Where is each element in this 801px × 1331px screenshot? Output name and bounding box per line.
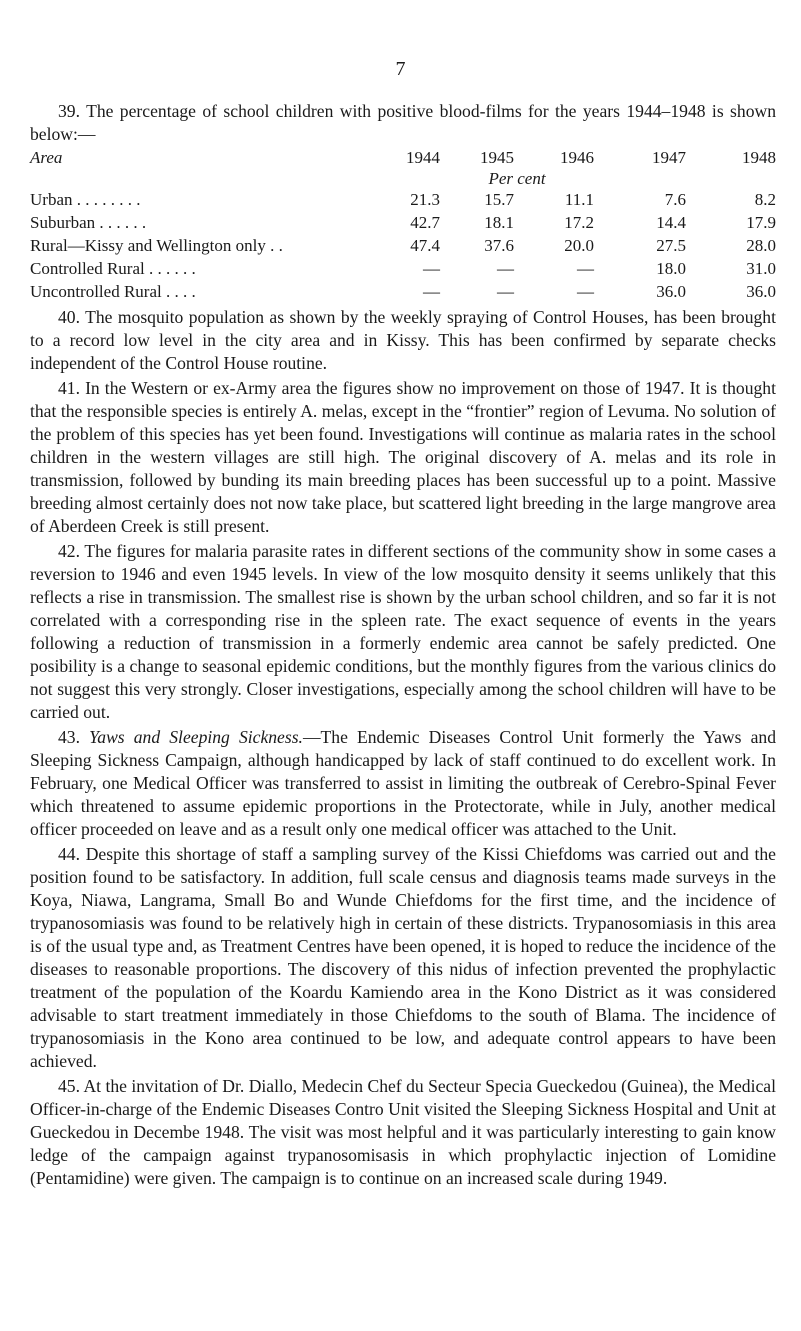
paragraph-40: 40. The mosquito population as shown by the weekly spraying of Control Houses, has been brought to a record low level in the city area and in Kissy. This has been confirmed by separate checks independent of the Control House routine. — [30, 307, 776, 373]
table-row — [30, 257, 776, 280]
table-unit-row — [30, 169, 776, 188]
blood-film-table — [30, 146, 776, 303]
unit-label: Per cent — [488, 169, 546, 188]
table-cell: 47.4 — [410, 236, 440, 255]
paragraph-43-number: 43. — [58, 727, 80, 747]
table-row — [30, 211, 776, 234]
table-cell: 36.0 — [746, 282, 776, 301]
page-number: 7 — [395, 58, 406, 80]
paragraph-39: 39. The percentage of school children with positive blood-films for the years 1944–1948 is shown below:— — [30, 101, 776, 144]
paragraph-42: 42. The figures for malaria parasite rates in different sections of the community show in some cases a reversion to 1946 and even 1945 levels. In view of the low mosquito density it seems unlikely that this reflects a rise in transmission. The smallest rise is shown by the urban school children, and so far it is not correlated with a corresponding rise in the spleen rate. The exact sequence of events in the years following a reduction of transmission in a formerly endemic area cannot be safely predicted. One posibility is a change to seasonal epidemic conditions, but the monthly figures from the various clinics do not suggest this very strongly. Closer investigations, especially among the school children will have to be carried out. — [30, 541, 776, 722]
page-body — [30, 100, 776, 1192]
row-area: Rural—Kissy and Wellington only . . — [30, 236, 283, 255]
row-area: Uncontrolled Rural . . . . — [30, 282, 196, 301]
table-cell: 11.1 — [564, 190, 594, 209]
table-cell: — — [497, 259, 514, 278]
table-cell: 31.0 — [746, 259, 776, 278]
table-cell: 18.0 — [656, 259, 686, 278]
table-cell: — — [423, 259, 440, 278]
table-cell: 36.0 — [656, 282, 686, 301]
table-cell: 8.2 — [754, 190, 776, 209]
paragraph-41: 41. In the Western or ex-Army area the figures show no improvement on those of 1947. It is thought that the responsible species is entirely A. melas, except in the “frontier” region of Levuma. No solution of the problem of this species has yet been found. Investigations will continue as malaria rates in the school children in the western villages are still high. The original discovery of A. melas and its role in transmission, followed by bunding its main breeding places has been successful up to a point. Massive breeding almost certainly does not now take place, but scattered light breeding in the large mangrove area of Aberdeen Creek is still present. — [30, 378, 776, 536]
paragraph-43-title: Yaws and Sleeping Sickness. — [89, 727, 303, 747]
column-header-area: Area — [30, 148, 63, 167]
table-cell: — — [577, 259, 594, 278]
table-cell: 42.7 — [410, 213, 440, 232]
row-area: Suburban . . . . . . — [30, 213, 147, 232]
table-cell: 15.7 — [484, 190, 514, 209]
column-header-year: 1946 — [560, 148, 594, 167]
table-cell: 27.5 — [656, 236, 686, 255]
column-header-year: 1948 — [742, 148, 776, 167]
table-cell: — — [497, 282, 514, 301]
table-cell: 20.0 — [564, 236, 594, 255]
table-cell: — — [577, 282, 594, 301]
row-area: Urban . . . . . . . . — [30, 190, 141, 209]
table-cell: 37.6 — [484, 236, 514, 255]
column-header-year: 1947 — [652, 148, 686, 167]
table-cell: 7.6 — [664, 190, 686, 209]
paragraph-45: 45. At the invitation of Dr. Diallo, Medecin Chef du Secteur Specia Gueckedou (Guinea), the Medical Officer-in-charge of the Endemic Diseases Contro Unit visited the Sleeping Sickness Hospital and Unit at Gueckedou in Decembe 1948. The visit was most helpful and it was particularly interesting to gain know ledge of the campaign against trypanosomisasis in which prophylactic injection of Lomidine (Pentamidine) were given. The campaign is to continue on an increased scale during 1949. — [30, 1076, 776, 1188]
table-header-row — [30, 146, 776, 169]
column-header-year: 1945 — [480, 148, 514, 167]
paragraph-44: 44. Despite this shortage of staff a sampling survey of the Kissi Chiefdoms was carried out and the position found to be satisfactory. In addition, full scale census and diagnosis teams made surveys in the Koya, Niawa, Langrama, Small Bo and Wunde Chiefdoms for the first time, and the incidence of trypanosomiasis was found to be relatively high in certain of these districts. Trypanosomiasis in this area is of the usual type and, as Treatment Centres have been opened, it is hoped to reduce the incidence of the diseases to reasonable proportions. The discovery of this nidus of infection prevented the prophylactic treatment of the population of the Koardu Kamiendo area in the Kono District as it was considered advisable to start treatment immediately in those Chiefdoms to the south of Blama. The incidence of trypanosomiasis in the Kono area continued to be low, and adequate control appears to have been achieved. — [30, 844, 776, 1071]
table-cell: 14.4 — [656, 213, 686, 232]
table-row — [30, 188, 776, 211]
table-row — [30, 280, 776, 303]
table-row — [30, 234, 776, 257]
table-cell: 28.0 — [746, 236, 776, 255]
column-header-year: 1944 — [406, 148, 440, 167]
paragraph-43-body: —The Endemic Diseases Control Unit formerly the Yaws and Sleeping Sickness Campaign, although handicapped by lack of staff continued to do excellent work. In February, one Medical Officer was transferred to assist in limiting the outbreak of Cerebro-Spinal Fever which threatened to assume epidemic proportions in the Protectorate, while in July, another medical officer proceeded on leave and as a result only one medical officer was attached to the Unit. — [30, 727, 776, 839]
table-cell: — — [423, 282, 440, 301]
paragraph-43 — [30, 726, 776, 841]
row-area: Controlled Rural . . . . . . — [30, 259, 196, 278]
table-cell: 17.9 — [746, 213, 776, 232]
table-cell: 17.2 — [564, 213, 594, 232]
table-cell: 18.1 — [484, 213, 514, 232]
table-cell: 21.3 — [410, 190, 440, 209]
